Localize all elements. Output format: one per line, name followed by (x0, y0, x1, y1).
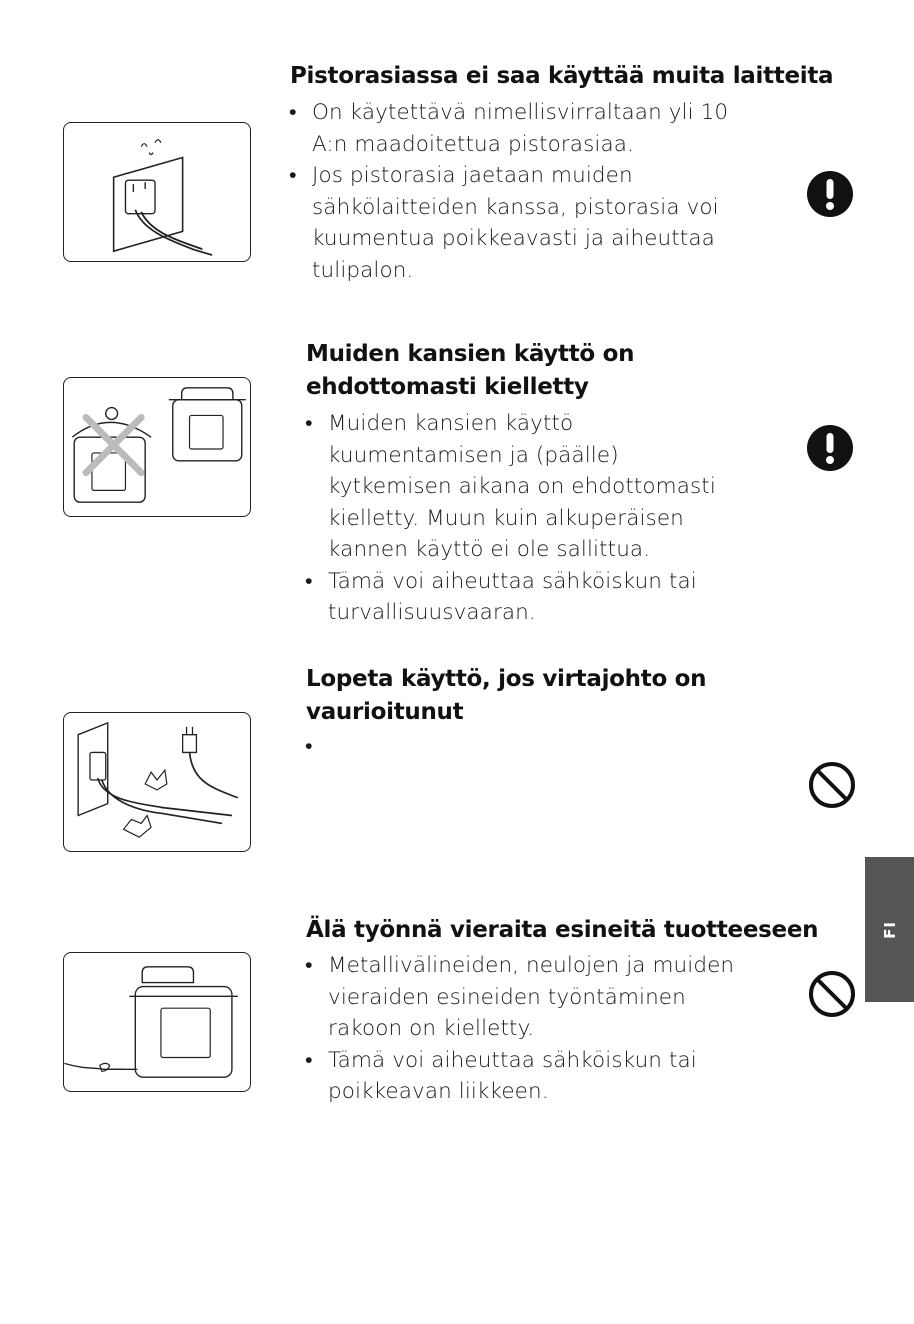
list-item: • Tämä voi aiheuttaa sähköiskun tai turvallisuusvaaran. (304, 566, 724, 629)
heading-line: ehdottomasti kielletty (306, 374, 589, 400)
list-item: • Muiden kansien käyttö kuumentamisen ja (päälle) kytkemisen aikana on ehdottomasti kielletty. Muun kuin alkuperäisen kannen käyttö ei ole sallittua. (304, 408, 724, 566)
bullet-list (288, 97, 738, 286)
language-label: FI (880, 920, 899, 939)
prohibition-icon (808, 761, 856, 809)
bullet-list (304, 950, 744, 1108)
section-heading (306, 663, 706, 729)
list-item: • Metallivälineiden, neulojen ja muiden vieraiden esineiden työntäminen rakoon on kielletty. (304, 950, 744, 1045)
mandatory-exclamation-icon (806, 170, 854, 218)
list-item: • On käytettävä nimellisvirraltaan yli 10 A:n maadoitettua pistorasiaa. (288, 97, 738, 160)
heading-line: Muiden kansien käyttö on (306, 341, 635, 367)
section-heading (306, 338, 634, 404)
list-item: • Jos pistorasia jaetaan muiden sähkölaitteiden kanssa, pistorasia voi kuumentua poikkeavasti ja aiheuttaa tulipalon. (288, 160, 738, 286)
inserting-object-into-cooker-icon (63, 952, 251, 1092)
language-tab (865, 857, 914, 1002)
heading-line: vaurioitunut (306, 699, 464, 725)
mandatory-exclamation-icon (806, 424, 854, 472)
section-heading: Älä työnnä vieraita esineitä tuotteeseen (306, 917, 819, 943)
heading-line: Lopeta käyttö, jos virtajohto on (306, 666, 707, 692)
wall-socket-plug-icon (63, 122, 251, 262)
prohibition-icon (808, 970, 856, 1018)
list-item: • Tämä voi aiheuttaa sähköiskun tai poikkeavan liikkeen. (304, 1045, 744, 1108)
bullet-list (304, 408, 724, 629)
damaged-power-cord-icon (63, 712, 251, 852)
pressure-cooker-wrong-lid-icon (63, 377, 251, 517)
section-heading: Pistorasiassa ei saa käyttää muita laitteita (290, 63, 834, 89)
